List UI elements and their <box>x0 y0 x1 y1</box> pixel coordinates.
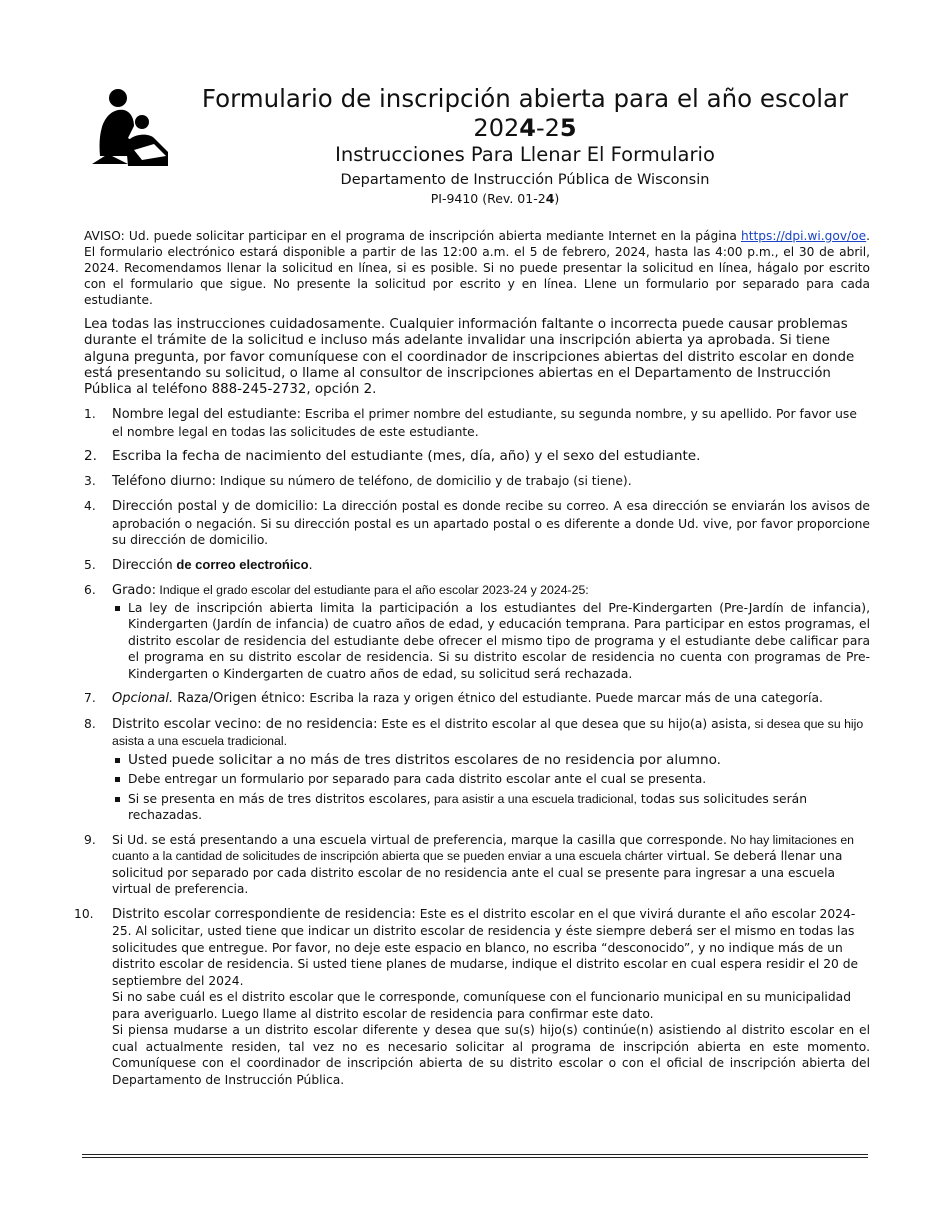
list-item: 3. Teléfono diurno: Indique su número de teléfono, de domicilio y de trabajo (si tiene). <box>84 473 632 489</box>
list-item: 5. Dirección de correo electrońico. <box>84 556 313 573</box>
footer-divider <box>82 1154 868 1155</box>
bullet-item: Usted puede solicitar a no más de tres distritos escolares de no residencia por alumno. <box>112 752 870 769</box>
form-subtitle: Instrucciones Para Llenar El Formulario <box>335 143 715 166</box>
form-title: Formulario de inscripción abierta para el año escolar <box>201 84 849 113</box>
header <box>180 84 870 208</box>
bullet-item: Si se presenta en más de tres distritos escolares, para asistir a una escuela tradicional, todas sus solicitudes serán rechazadas. <box>112 791 870 824</box>
list-item: 8. Distrito escolar vecino: de no residencia: Este es el distrito escolar al que desea que su hijo(a) asista, si desea que su hijo asista a una escuela tradicional. Usted puede solicitar a no más de tres distritos escolares de no residencia por alumno. Debe entregar un formulario por separado para cada distrito escolar ante el cual se presenta. Si se presenta en más de tres distritos escolares, para asistir a una escuela tradicional, todas sus solicitudes serán rechazadas. <box>84 716 870 824</box>
list-item: 10. Distrito escolar correspondiente de residencia: Este es el distrito escolar en el que vivirá durante el año escolar 2024-25. Al solicitar, usted tiene que indicar un distrito escolar de residencia y éste siempre deberá ser el mismo en todas las solicitudes que entregue. Por favor, no deje este espacio en blanco, no escriba “desconocido”, y no indique más de un distrito escolar de residencia. Si usted tiene planes de mudarse, indique el distrito escolar en cual espera residir el 20 de septiembre del 2024. Si no sabe cuál es el distrito escolar que le corresponde, comuníquese con el funcionario municipal en su municipalidad para averiguarlo. Luego llame al distrito escolar de residencia para confirmar este dato. Si piensa mudarse a un distrito escolar diferente y desea que su(s) hijo(s) continúe(n) asistiendo al distrito escolar en el cual actualmente residen, tal vez no es necesario solicitar al programa de inscripción abierta en este momento. Comuníquese con el coordinador de inscripción abierta de su distrito escolar o con el oficial de inscripción abierta del Departamento de Instrucción Pública. <box>74 906 870 1087</box>
open-enrollment-link[interactable]: https://dpi.wi.gov/oe <box>741 229 867 243</box>
list-item: 9. Si Ud. se está presentando a una escuela virtual de preferencia, marque la casilla que corresponde. No hay limitaciones en cuanto a la cantidad de solicitudes de inscripción abierta que se pueden enviar a una escuela chárter virtual. Se deberá llenar una solicitud por separado por cada distrito escolar de no residencia ante el cual se presente para ingresar a una escuela virtual de preferencia. <box>84 832 855 896</box>
school-year: 2024-25 <box>473 114 577 142</box>
instruction-list <box>74 406 870 1088</box>
intro-paragraph: Lea todas las instrucciones cuidadosamente. Cualquier información faltante o incorrecta puede causar problemas durante el trámite de la solicitud e incluso más adelante invalidar una inscripción abierta ya aprobada. Si tiene alguna pregunta, por favor comuníquese con el coordinador de inscripciones abiertas del distrito escolar en donde está presentando su solicitud, o llame al consultor de inscripciones abiertas en el Departamento de Instrucción Pública al teléfono 888-245-2732, opción 2. <box>84 317 855 398</box>
list-item: 6. Grado: Indique el grado escolar del estudiante para el año escolar 2023-24 y 2024-25: La ley de inscripción abierta limita la participación a los estudiantes del Pre-Kindergarten (Pre-Jardín de infancia), Kindergarten (Jardín de infancia) de cuatro años de edad, y educación temprana. Para participar en estos programas, el distrito escolar de residencia del estudiante debe ofrecer el mismo tipo de programa y el estudiante debe calificar para el programa en su distrito escolar de residencia. Si su distrito escolar de residencia no cuenta con programas de Pre-Kindergarten o Kindergarten de cuatro años de edad, su solicitud será rechazada. <box>84 583 870 681</box>
paragraph: Si no sabe cuál es el distrito escolar que le corresponde, comuníquese con el funcionario municipal en su municipalidad para averiguarlo. Luego llame al distrito escolar de residencia para confirmar este dato. <box>112 990 851 1021</box>
footer-divider <box>82 1157 868 1158</box>
list-item: 4. Dirección postal y de domicilio: La dirección postal es donde recibe su correo. A esa dirección se enviarán los avisos de aprobación o negación. Si su dirección postal es un apartado postal o es diferente a donde Ud. vive, por favor proporcione su dirección de domicilio. <box>84 499 870 547</box>
bullet-item: La ley de inscripción abierta limita la participación a los estudiantes del Pre-Kindergarten (Pre-Jardín de infancia), Kindergarten (Jardín de infancia) de cuatro años de edad, y educación temprana. Para participar en estos programas, el distrito escolar de residencia del estudiante debe ofrecer el mismo tipo de programa y el estudiante debe calificar para el programa en su distrito escolar de residencia. Si su distrito escolar de residencia no cuenta con programas de Pre-Kindergarten o Kindergarten de cuatro años de edad, su solicitud será rechazada. <box>112 600 870 683</box>
department-name: Departamento de Instrucción Pública de Wisconsin <box>340 172 710 188</box>
list-item: 1. Nombre legal del estudiante: Escriba el primer nombre del estudiante, su segunda nombre, y su apellido. Por favor use el nombre legal en todas las solicitudes de este estudiante. <box>84 407 857 439</box>
dpi-logo <box>88 86 172 170</box>
notice-paragraph: AVISO: Ud. puede solicitar participar en el programa de inscripción abierta mediante Internet en la página https://dpi.wi.gov/oe. El formulario electrónico estará disponible a partir de las 12:00 a.m. el 5 de febrero, 2024, hasta las 4:00 p.m., el 30 de abril, 2024. Recomendamos llenar la solicitud en línea, si es posible. Si no puede presentar la solicitud en línea, hágalo por escrito con el formulario que sigue. No presente la solicitud por escrito y en línea. Llene un formulario por separado para cada estudiante. <box>84 229 870 308</box>
list-item: 7. Opcional. Raza/Origen étnico: Escriba la raza y origen étnico del estudiante. Puede marcar más de una categoría. <box>84 691 823 706</box>
list-item: 2. Escriba la fecha de nacimiento del estudiante (mes, día, año) y el sexo del estudiante. <box>84 448 701 464</box>
bullet-item: Debe entregar un formulario por separado para cada distrito escolar ante el cual se presenta. <box>112 771 870 788</box>
form-number: PI-9410 (Rev. 01-24) <box>430 191 560 206</box>
paragraph: Si piensa mudarse a un distrito escolar diferente y desea que su(s) hijo(s) continúe(n) asistiendo al distrito escolar en el cual actualmente residen, tal vez no es necesario solicitar al programa de inscripción abierta en este momento. Comuníquese con el coordinador de inscripción abierta de su distrito escolar o con el oficial de inscripción abierta del Departamento de Instrucción Pública. <box>112 1023 870 1087</box>
